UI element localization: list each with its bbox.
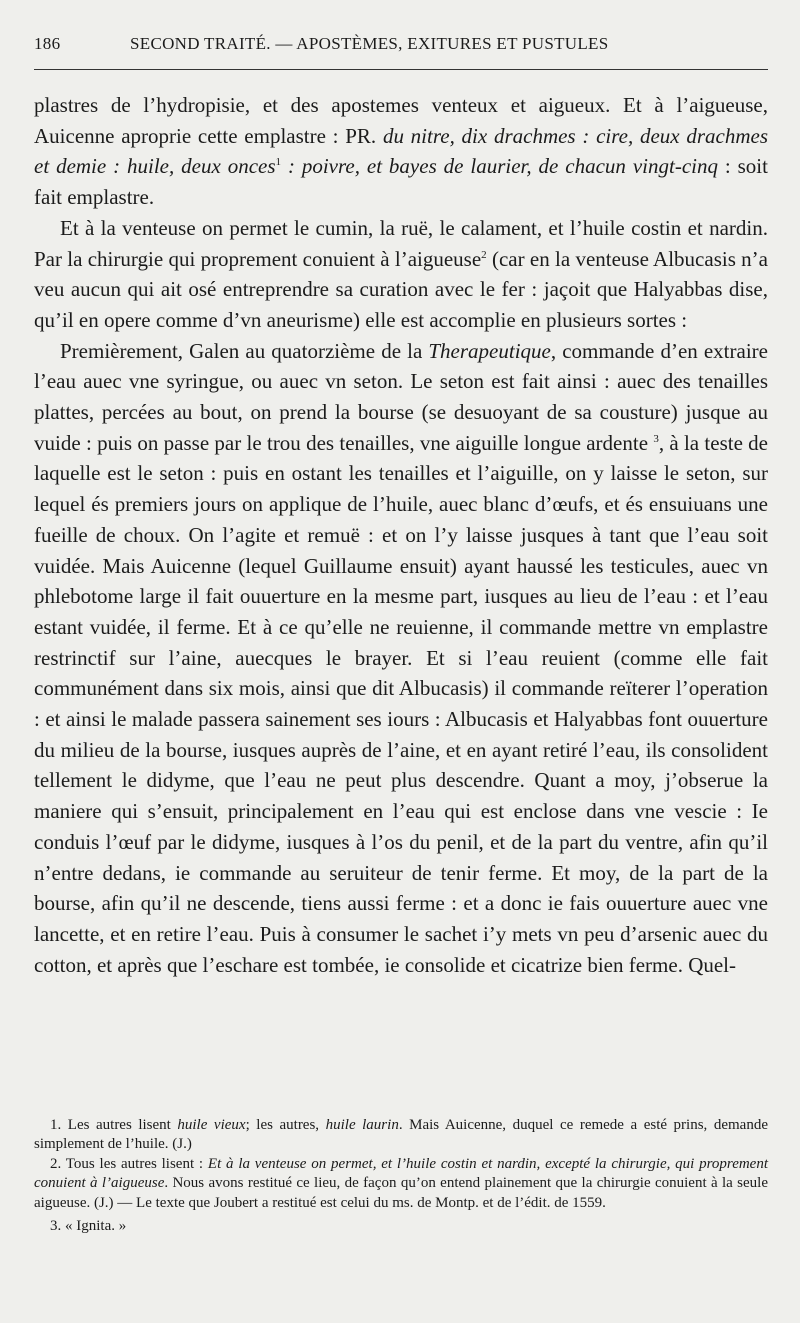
text-run: Premièrement, Galen au quatorzième de la	[60, 338, 429, 363]
italic-run: Therapeutique	[428, 338, 551, 363]
text-run: , à la teste de laquelle est le seton : puis en ostant les tenailles et l’aiguille, on y laisse le seton, sur lequel és premiers jours on applique de l’huile, auec blanc d’œufs, et és ensuiuans une fueille de choux. On l’agite et remuë : et on l’y laisse jusques à tant que l’eau soit vuidée. Mais Auicenne (lequel Guillaume ensuit) ayant haussé les testicules, auec vn phlebotome large il fait ouuerture en la mesme part, iusques au lieu de l’eau : et l’eau estant vuidée, il ferme. Et à ce qu’elle ne reuienne, il commande mettre vn emplastre restrinctif sur l’aine, auecques le brayer. Et si l’eau reuient (comme elle fait communément dans six mois, ainsi que dit Albucasis) il commande reïterer l’operation : et ainsi le malade passera sainement ses iours : Albucasis et Halyabbas font ouuerture du milieu de la bourse, iusques auprès de l’aine, et en ayant retiré l’eau, ils consolident tellement le didyme, que l’eau ne peut plus descendre. Quant a moy, j’obserue la maniere qui s’ensuit, principalement en l’eau qui est enclose dans vne vescie : Ie conduis l’œuf par le didyme, iusques à l’os du penil, et de la part du ventre, afin qu’il n’entre dedans, ie commande au seruiteur de tenir ferme. Et moy, de la part de la bourse, afin qu’il ne descende, tiens aussi ferme : et a donc ie fais ouuerture auec vne lancette, et en retire l’eau. Puis à consumer le sachet i’y mets vn peu d’arsenic auec du cotton, et après que l’eschare est tombée, ie consolide et cicatrize bien ferme. Quel-	[34, 430, 769, 977]
italic-run: huile vieux	[177, 1117, 246, 1133]
text-run: . Mais Auicenne, duquel ce remede a esté prins, demande simplement de l’huile. (J.)	[34, 1117, 768, 1153]
text-run: (car en la venteuse Albucasis n’a veu aucun qui ait osé entreprendre sa curation avec le fer : jaçoit que Halyabbas dise, qu’il en opere comme d’vn aneurisme) elle est accomplie en plusieurs sortes :	[34, 246, 768, 332]
italic-run: Et à la venteuse on permet, et l’huile costin et nardin, excepté la chirurgie, qui proprement conuient à l’aigueuse	[34, 1155, 769, 1192]
footnotes	[34, 1116, 768, 1236]
footnote-ref-3[interactable]: 3	[653, 432, 659, 445]
main-text	[34, 90, 768, 980]
footnote-ref-2[interactable]: 2	[481, 248, 487, 261]
paragraph-2	[34, 213, 768, 336]
text-run: : soit fait emplastre.	[34, 154, 768, 210]
text-run: ; les autres,	[245, 1117, 326, 1133]
footnote-1	[34, 1116, 768, 1155]
text-run: . Nous avons restitué ce lieu, de façon qu’on entend plainement que la chirurgie conuient à la seule aigueuse. (J.) — Le texte que Joubert a restitué est celui du ms. de Montp. et de l’édit. de 1559.	[34, 1175, 768, 1211]
italic-run: du nitre, dix drachmes : cire, deux drachmes et demie : huile, deux onces	[34, 123, 768, 179]
header-rule	[34, 69, 768, 70]
italic-run: : poivre, et bayes de laurier, de chacun vingt-cinq	[281, 154, 718, 179]
text-run: , commande d’en extraire l’eau auec vne syringue, ou auec vn seton. Le seton est fait ainsi : auec des tenailles plattes, percées au bout, on prend la bourse (se desuoyant de sa cousture) jusque au vuide : puis on passe par le trou des tenailles, vne aiguille longue ardente	[34, 338, 768, 455]
page-number: 186	[34, 34, 61, 53]
italic-run: huile laurin	[325, 1117, 399, 1133]
text-run: 1. Les autres lisent	[50, 1117, 178, 1133]
running-head: SECOND TRAITÉ. — APOSTÈMES, EXITURES ET PUSTULES	[130, 34, 609, 53]
text-run: plastres de l’hydropisie, et des apostemes venteux et aigueux. Et à l’aigueuse, Auicenne aproprie cette emplastre : PR.	[34, 93, 768, 148]
text-run: 2. Tous les autres lisent :	[50, 1155, 208, 1172]
footnote-2	[34, 1155, 768, 1213]
page-header	[34, 32, 768, 60]
paragraph-3	[34, 336, 768, 981]
footnote-3: 3. « Ignita. »	[50, 1218, 127, 1235]
text-run: Et à la venteuse on permet le cumin, la ruë, le calament, et l’huile costin et nardin. Par la chirurgie qui proprement conuient à l’aigueuse	[34, 215, 768, 271]
footnote-ref-1[interactable]: 1	[275, 156, 282, 169]
paragraph-1	[34, 90, 768, 213]
